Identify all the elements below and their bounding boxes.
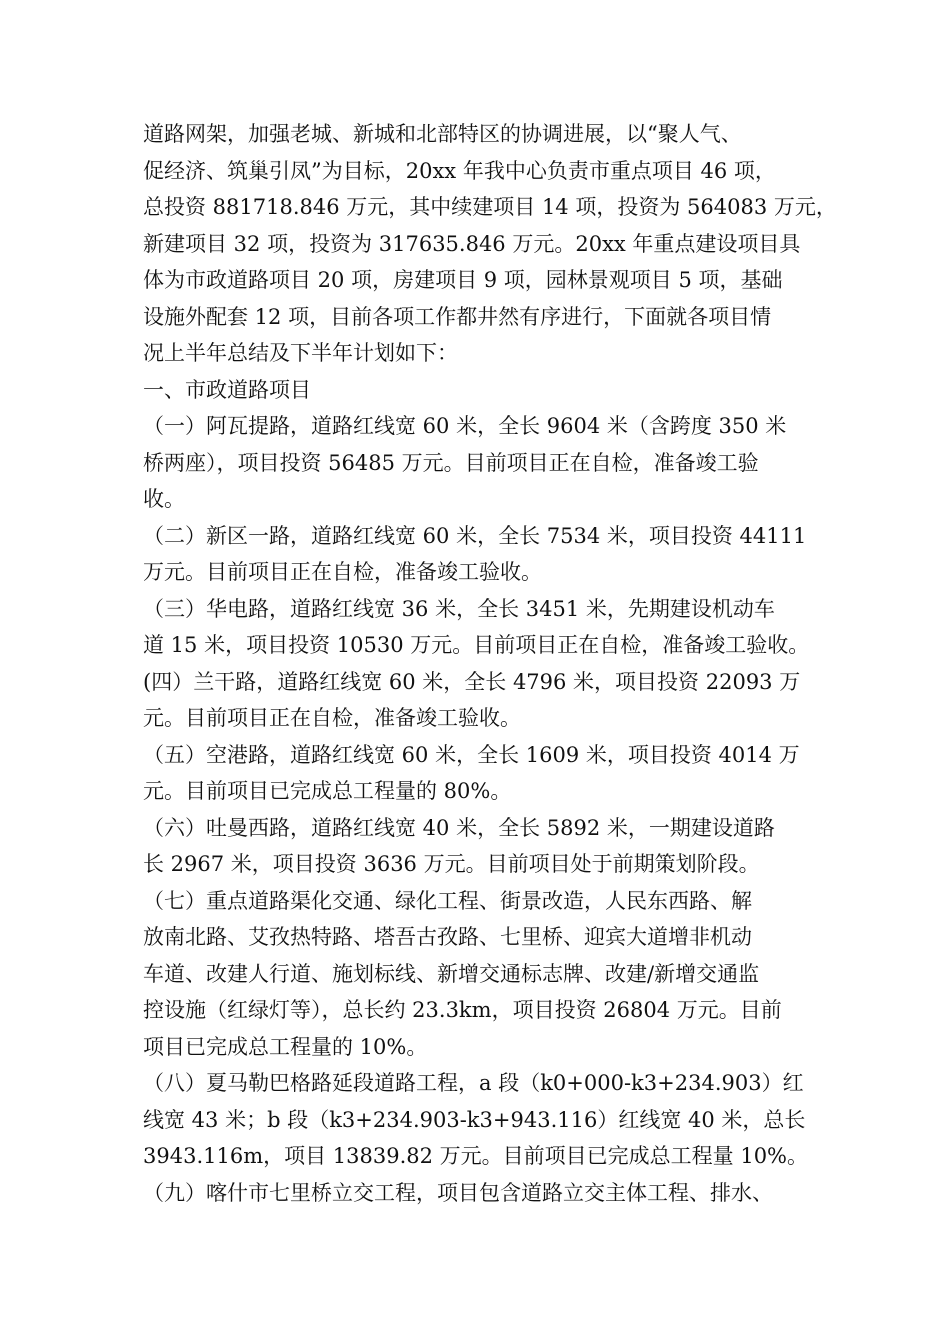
text-line: 收。 xyxy=(143,487,185,511)
text-line: 桥两座），项目投资 56485 万元。目前项目正在自检，准备竣工验 xyxy=(143,450,759,475)
text-line: 道 15 米，项目投资 10530 万元。目前项目正在自检，准备竣工验收。 xyxy=(143,633,810,657)
text-line: 3943.116m，项目 13839.82 万元。目前项目已完成总工程量 10%。 xyxy=(143,1144,809,1168)
text-line: 道路网架，加强老城、新城和北部特区的协调进展，以“聚人气、 xyxy=(143,122,742,146)
text-line: 万元。目前项目正在自检，准备竣工验收。 xyxy=(143,560,542,584)
text-line: 放南北路、艾孜热特路、塔吾古孜路、七里桥、迎宾大道增非机动 xyxy=(143,925,752,949)
text-line: 控设施（红绿灯等），总长约 23.3km，项目投资 26804 万元。目前 xyxy=(143,998,782,1022)
text-line: 元。目前项目正在自检，准备竣工验收。 xyxy=(143,706,521,730)
text-line: （七）重点道路渠化交通、绿化工程、街景改造，人民东西路、解 xyxy=(143,888,752,913)
document-body xyxy=(143,116,837,1211)
text-line: 设施外配套 12 项，目前各项工作都井然有序进行，下面就各项目情 xyxy=(143,304,772,329)
text-line: （八）夏马勒巴格路延段道路工程，a 段（k0+000-k3+234.903）红 xyxy=(143,1071,804,1095)
section-heading: 一、市政道路项目 xyxy=(143,377,311,402)
text-line: 新建项目 32 项，投资为 317635.846 万元。20xx 年重点建设项目具 xyxy=(143,231,801,256)
text-line: 项目已完成总工程量的 10%。 xyxy=(143,1034,428,1059)
text-line: (四）兰干路，道路红线宽 60 米，全长 4796 米，项目投资 22093 万 xyxy=(143,669,801,694)
text-line: 车道、改建人行道、施划标线、新增交通标志牌、改建/新增交通监 xyxy=(143,961,760,986)
text-line: （一）阿瓦提路，道路红线宽 60 米，全长 9604 米（含跨度 350 米 xyxy=(143,414,787,438)
text-line: （六）吐曼西路，道路红线宽 40 米，全长 5892 米，一期建设道路 xyxy=(143,815,775,840)
text-line: （九）喀什市七里桥立交工程，项目包含道路立交主体工程、排水、 xyxy=(143,1180,773,1205)
text-line: 长 2967 米，项目投资 3636 万元。目前项目处于前期策划阶段。 xyxy=(143,852,760,876)
text-line: （五）空港路，道路红线宽 60 米，全长 1609 米，项目投资 4014 万 xyxy=(143,742,800,767)
text-line: 促经济、筑巢引凤”为目标，20xx 年我中心负责市重点项目 46 项， xyxy=(143,158,776,183)
text-line: （二）新区一路，道路红线宽 60 米，全长 7534 米，项目投资 44111 xyxy=(143,523,807,548)
text-line: 线宽 43 米；b 段（k3+234.903-k3+943.116）红线宽 40 米，总长 xyxy=(143,1107,806,1132)
text-line: （三）华电路，道路红线宽 36 米，全长 3451 米，先期建设机动车 xyxy=(143,596,775,621)
text-line: 体为市政道路项目 20 项，房建项目 9 项，园林景观项目 5 项，基础 xyxy=(143,268,783,292)
text-line: 总投资 881718.846 万元，其中续建项目 14 项，投资为 564083 万元， xyxy=(143,195,837,219)
text-line: 元。目前项目已完成总工程量的 80%。 xyxy=(143,779,512,803)
text-line: 况上半年总结及下半年计划如下： xyxy=(143,341,458,365)
